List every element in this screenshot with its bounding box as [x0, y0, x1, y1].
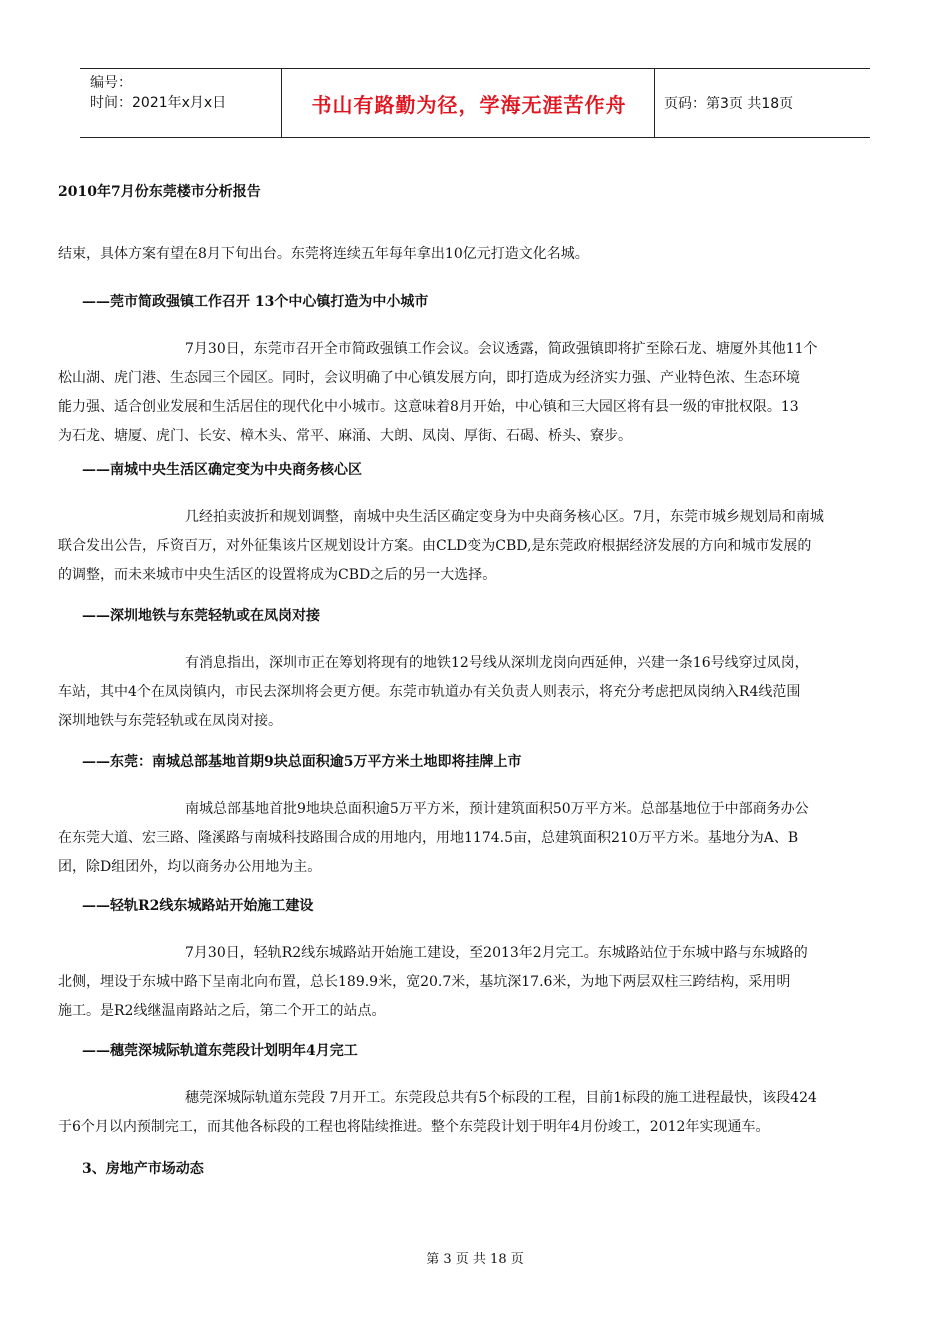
section-heading: ——南城中央生活区确定变为中央商务核心区: [82, 462, 362, 478]
time-label: 时间：2021年x月x日: [90, 95, 227, 111]
paragraph-line: 几经拍卖波折和规划调整，南城中央生活区确定变身为中央商务核心区。7月，东莞市城乡规划局和南城: [185, 509, 824, 525]
paragraph-line: 在东莞大道、宏三路、隆溪路与南城科技路围合成的用地内，用地1174.5亩，总建筑面积210万平方米。基地分为A、B: [58, 830, 799, 846]
header-divider: [281, 69, 282, 137]
header-motto: 书山有路勤为径，学海无涯苦作舟: [311, 92, 627, 117]
paragraph-line: 深圳地铁与东莞轻轨或在凤岗对接。: [58, 713, 282, 729]
paragraph-line: 于6个月以内预制完工，而其他各标段的工程也将陆续推进。整个东莞段计划于明年4月份竣工，2012年实现通车。: [58, 1119, 770, 1135]
paragraph-line: 有消息指出，深圳市正在筹划将现有的地铁12号线从深圳龙岗向西延伸，兴建一条16号线穿过凤岗，: [185, 655, 809, 671]
paragraph-line: 7月30日，东莞市召开全市简政强镇工作会议。会议透露，简政强镇即将扩至除石龙、塘厦外其他11个: [185, 341, 818, 357]
header-page-info: 页码：第3页 共18页: [664, 96, 794, 112]
paragraph-line: 南城总部基地首批9地块总面积逾5万平方米，预计建筑面积50万平方米。总部基地位于中部商务办公: [185, 801, 809, 817]
paragraph-line: 能力强、适合创业发展和生活居住的现代化中小城市。这意味着8月开始，中心镇和三大园区将有县一级的审批权限。13: [58, 399, 799, 415]
lead-paragraph: 结束，具体方案有望在8月下旬出台。东莞将连续五年每年拿出10亿元打造文化名城。: [58, 246, 589, 262]
header-divider: [654, 69, 655, 137]
paragraph-line: 的调整，而未来城市中央生活区的设置将成为CBD之后的另一大选择。: [58, 567, 497, 583]
paragraph-line: 联合发出公告，斥资百万，对外征集该片区规划设计方案。由CLD变为CBD,是东莞政府根据经济发展的方向和城市发展的: [58, 538, 812, 554]
paragraph-line: 北侧，埋设于东城中路下呈南北向布置，总长189.9米，宽20.7米，基坑深17.6米，为地下两层双柱三跨结构，采用明: [58, 974, 791, 990]
paragraph-line: 团，除D组团外，均以商务办公用地为主。: [58, 859, 322, 875]
page-header: [80, 68, 870, 138]
paragraph-line: 施工。是R2线继温南路站之后，第二个开工的站点。: [58, 1003, 386, 1019]
paragraph-line: 车站，其中4个在凤岗镇内，市民去深圳将会更方便。东莞市轨道办有关负责人则表示，将充分考虑把凤岗纳入R4线范围: [58, 684, 801, 700]
page-footer: 第 3 页 共 18 页: [426, 1252, 524, 1267]
section-heading: ——深圳地铁与东莞轻轨或在凤岗对接: [82, 608, 320, 624]
paragraph-line: 穗莞深城际轨道东莞段 7月开工。东莞段总共有5个标段的工程，目前1标段的施工进程最快，该段424: [185, 1090, 817, 1106]
paragraph-line: 为石龙、塘厦、虎门、长安、樟木头、常平、麻涌、大朗、凤岗、厚街、石碣、桥头、寮步。: [58, 428, 632, 444]
section-heading: ——穗莞深城际轨道东莞段计划明年4月完工: [82, 1043, 358, 1059]
section-heading: ——轻轨R2线东城路站开始施工建设: [82, 898, 314, 914]
section-heading: ——莞市简政强镇工作召开 13个中心镇打造为中小城市: [82, 294, 429, 310]
number-label: 编号：: [90, 75, 132, 91]
section-heading: ——东莞：南城总部基地首期9块总面积逾5万平方米土地即将挂牌上市: [82, 754, 522, 770]
paragraph-line: 7月30日，轻轨R2线东城路站开始施工建设，至2013年2月完工。东城路站位于东城中路与东城路的: [185, 945, 808, 961]
header-meta: [90, 73, 226, 113]
paragraph-line: 松山湖、虎门港、生态园三个园区。同时，会议明确了中心镇发展方向，即打造成为经济实力强、产业特色浓、生态环境: [58, 370, 800, 386]
next-section-heading: 3、房地产市场动态: [82, 1161, 204, 1177]
document-title: 2010年7月份东莞楼市分析报告: [58, 184, 261, 200]
